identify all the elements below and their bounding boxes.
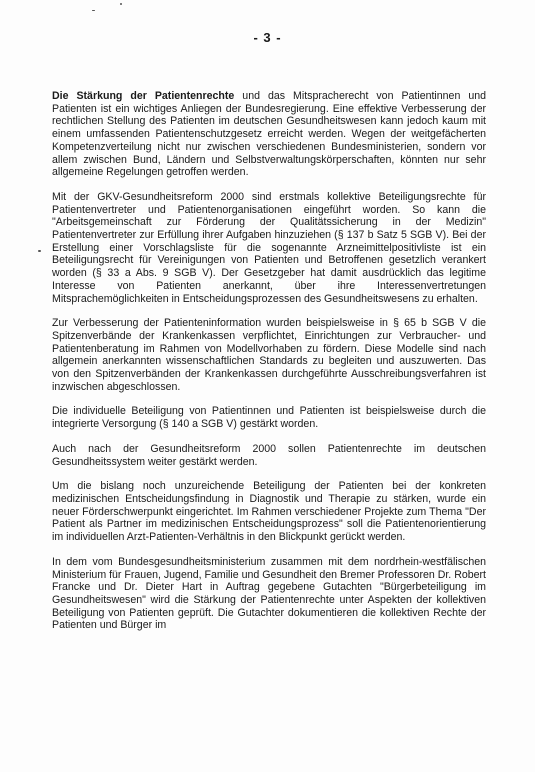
scan-speck bbox=[120, 3, 122, 5]
paragraph bbox=[52, 405, 486, 430]
paragraph-text: Um die bislang noch unzureichende Beteiligung der Patienten bei der konkreten medizinischen Entscheidungsfindung in Diagnostik und Therapie zu stärken, wurde ein neuer Förderschwerpunkt eingerichtet. Im Rahmen verschiedener Projekte zum Thema "Der Patient als Partner im medizinischen Entscheidungsprozess" soll die Patientenorientierung im individuellen Arzt-Patienten-Verhältnis in den Blickpunkt gerückt werden. bbox=[52, 480, 486, 544]
paragraph-text: und das Mitspracherecht von Patientinnen und Patienten ist ein wichtiges Anliegen der Bundesregierung. Eine effektive Verbesserung der rechtlichen Stellung des Patienten im deutschen Gesundheitswesen kann jedoch kaum mit einem umfassenden Patientenschutzgesetz erreicht werden. Wegen der weitgefächerten Kompetenzverteilung nicht nur zwischen verschiedenen Bundesministerien, sondern vor allem zwischen Bund, Ländern und Selbstverwaltungskörperschaften, könnten nur sehr allgemeine Regelungen getroffen werden. bbox=[52, 90, 487, 179]
paragraph-text: Zur Verbesserung der Patienteninformation wurden beispielsweise in § 65 b SGB V die Spitzenverbände der Krankenkassen verpflichtet, Einrichtungen zur Verbraucher- und Patientenberatung im Rahmen von Modellvorhaben zu fördern. Diese Modelle sind nach allgemein anerkannten wissenschaftlichen Standards zu begleiten und auszuwerten. Das von den Spitzenverbänden der Krankenkassen durchgeführte Ausschreibungsverfahren ist inzwischen abgeschlossen. bbox=[52, 317, 486, 393]
scan-speck bbox=[38, 250, 41, 252]
paragraph bbox=[52, 90, 486, 179]
paragraph bbox=[52, 556, 486, 632]
body-text bbox=[52, 90, 486, 644]
paragraph-text: In dem vom Bundesgesundheitsministerium zusammen mit dem nordrhein-westfälischen Ministerium für Frauen, Jugend, Familie und Gesundheit den Bremer Professoren Dr. Robert Francke und Dr. Dieter Hart in Auftrag gegebene Gutachten "Bürgerbeteiligung im Gesundheitswesen" wird die Stärkung der Patientenrechte unter Aspekten der kollektiven Beteiligung von Patienten geprüft. Die Gutachter dokumentieren die kollektiven Rechte der Patienten und Bürger im bbox=[52, 555, 486, 632]
paragraph bbox=[52, 191, 486, 305]
page-number: - 3 - bbox=[253, 30, 282, 45]
bold-lead: Die Stärkung der Patientenrechte bbox=[52, 90, 235, 102]
paragraph bbox=[52, 443, 486, 468]
paragraph bbox=[52, 317, 486, 393]
paragraph-text: Mit der GKV-Gesundheitsreform 2000 sind erstmals kollektive Beteiligungsrechte für Patientenvertreter und Patientenorganisationen eingeführt worden. So kann die "Arbeitsgemeinschaft zur Förderung der Qualitätssicherung in der Medizin" Patientenvertreter zur Erfüllung ihrer Aufgaben hinzuziehen (§ 137 b Satz 5 SGB V). Bei der Erstellung einer Vorschlagsliste für die sogenannte Arzneimittelpositivliste ist ein Beteiligungsrecht für Vereinigungen von Patienten und Betroffenen gesetzlich verankert worden (§ 33 a Abs. 9 SGB V). Der Gesetzgeber hat damit ausdrücklich das legitime Interesse von Patienten anerkannt, über ihre Interessenvertretungen Mitsprachemöglichkeiten in Entscheidungsprozessen des Gesundheitswesens zu erhalten. bbox=[52, 190, 486, 305]
paragraph-text: Auch nach der Gesundheitsreform 2000 sollen Patientenrechte im deutschen Gesundheitssystem weiter gestärkt werden. bbox=[52, 442, 486, 468]
scan-speck bbox=[92, 10, 95, 11]
paragraph bbox=[52, 480, 486, 544]
paragraph-text: Die individuelle Beteiligung von Patientinnen und Patienten ist beispielsweise durch die integrierte Versorgung (§ 140 a SGB V) gestärkt worden. bbox=[52, 405, 486, 431]
